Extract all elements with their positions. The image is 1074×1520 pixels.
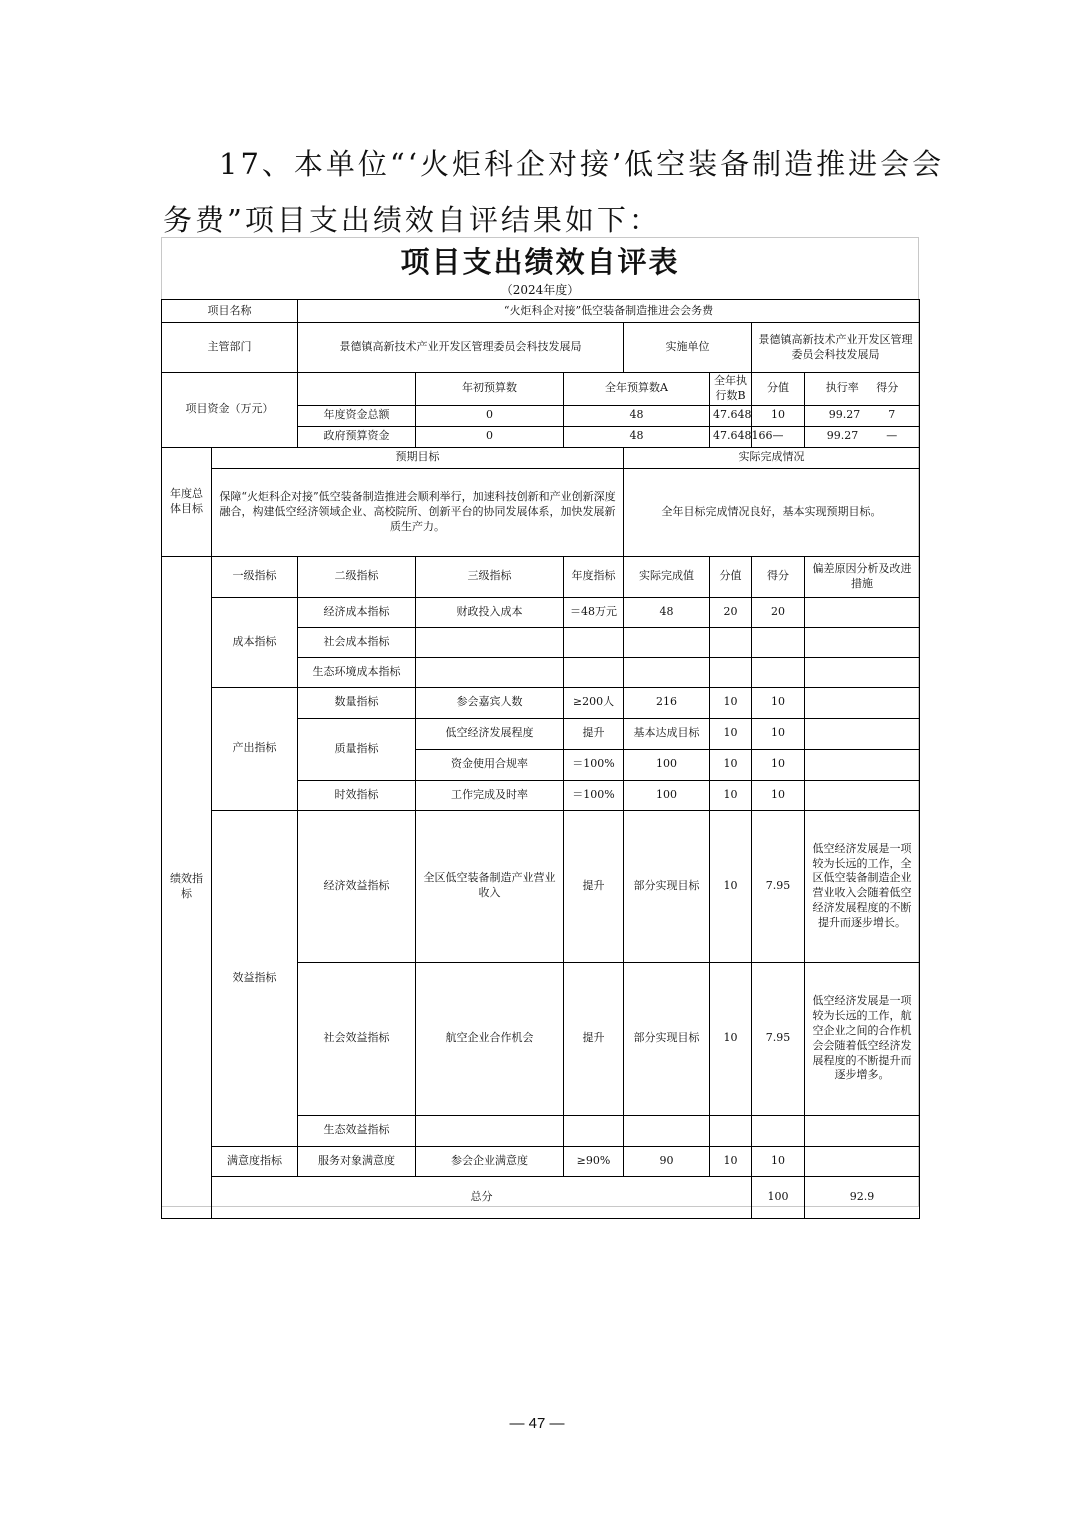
weight-cell: 10 (710, 810, 752, 962)
weight-cell (710, 1115, 752, 1146)
score-cell (752, 627, 805, 657)
analysis-cell (805, 780, 920, 810)
level2-cell: 质量指标 (298, 718, 416, 780)
funds-total-score-value: 10 (752, 405, 805, 426)
funds-header-rate-score (805, 373, 920, 406)
weight-cell: 10 (710, 687, 752, 718)
table-year: （2024年度） (500, 283, 580, 297)
actual-cell: 216 (624, 687, 710, 718)
weight-cell: 10 (710, 749, 752, 780)
funds-label: 项目资金（万元） (162, 373, 298, 448)
level3-cell: 参会嘉宾人数 (416, 687, 564, 718)
target-cell: ＝48万元 (564, 597, 624, 627)
target-cell: ≥200人 (564, 687, 624, 718)
weight-cell: 10 (710, 780, 752, 810)
table-title: 项目支出绩效自评表 (400, 245, 680, 279)
funds-total-annual: 48 (564, 405, 710, 426)
analysis-cell (805, 597, 920, 627)
header-score: 得分 (752, 556, 805, 597)
implementing-unit-label: 实施单位 (624, 323, 752, 373)
header-level3: 三级指标 (416, 556, 564, 597)
level3-cell: 低空经济发展程度 (416, 718, 564, 749)
level2-cell: 生态效益指标 (298, 1115, 416, 1146)
score-cell: 20 (752, 597, 805, 627)
level2-cell: 社会效益指标 (298, 962, 416, 1115)
actual-cell: 部分实现目标 (624, 962, 710, 1115)
actual-cell (624, 627, 710, 657)
level2-cell: 时效指标 (298, 780, 416, 810)
target-cell: 提升 (564, 718, 624, 749)
target-cell (564, 657, 624, 687)
analysis-cell (805, 1115, 920, 1146)
cost-indicator-label: 成本指标 (212, 597, 298, 687)
overall-content-row (162, 468, 920, 556)
level3-cell: 工作完成及时率 (416, 780, 564, 810)
table-row (162, 810, 920, 962)
weight-cell: 10 (710, 718, 752, 749)
level2-cell: 社会成本指标 (298, 627, 416, 657)
score-cell: 10 (752, 1146, 805, 1176)
funds-header-blank (298, 373, 416, 406)
funds-total-score: 7 (888, 408, 896, 422)
funds-gov-score: — (886, 429, 898, 443)
funds-header-initial: 年初预算数 (416, 373, 564, 406)
target-cell (564, 1115, 624, 1146)
header-weight: 分值 (710, 556, 752, 597)
project-name-label: 项目名称 (162, 300, 298, 323)
target-cell (564, 627, 624, 657)
total-score: 92.9 (805, 1176, 920, 1218)
actual-cell: 基本达成目标 (624, 718, 710, 749)
header-level2: 二级指标 (298, 556, 416, 597)
funds-gov-name: 政府预算资金 (298, 426, 416, 447)
level3-cell: 全区低空装备制造产业营业收入 (416, 810, 564, 962)
analysis-cell (805, 1146, 920, 1176)
actual-cell: 100 (624, 780, 710, 810)
score-cell: 7.95 (752, 810, 805, 962)
funds-gov-rate: 99.27 (826, 429, 859, 443)
output-indicator-label: 产出指标 (212, 687, 298, 810)
funds-total-name: 年度资金总额 (298, 405, 416, 426)
score-cell: 10 (752, 780, 805, 810)
project-name-value: “火炬科企对接”低空装备制造推进会会务费 (298, 300, 920, 323)
funds-total-rate: 99.27 (828, 408, 861, 422)
funds-total-initial: 0 (416, 405, 564, 426)
header-target: 年度指标 (564, 556, 624, 597)
level3-cell: 资金使用合规率 (416, 749, 564, 780)
score-cell: 10 (752, 749, 805, 780)
header-analysis: 偏差原因分析及改进措施 (805, 556, 920, 597)
target-cell: ＝100% (564, 780, 624, 810)
funds-header-annual: 全年预算数A (564, 373, 710, 406)
target-cell: ≥90% (564, 1146, 624, 1176)
expected-goal-text: 保障“火炬科企对接”低空装备制造推进会顺利举行，加速科技创新和产业创新深度融合，构建低空经济领域企业、高校院所、创新平台的协同发展体系，加快发展新质生产力。 (212, 468, 624, 556)
actual-cell: 部分实现目标 (624, 810, 710, 962)
level3-cell: 财政投入成本 (416, 597, 564, 627)
target-cell: 提升 (564, 962, 624, 1115)
weight-cell: 10 (710, 1146, 752, 1176)
analysis-cell (805, 627, 920, 657)
level3-cell: 航空企业合作机会 (416, 962, 564, 1115)
weight-cell (710, 657, 752, 687)
analysis-cell (805, 687, 920, 718)
page-number: — 47 — (509, 1415, 565, 1432)
header-level1: 一级指标 (212, 556, 298, 597)
analysis-cell: 低空经济发展是一项较为长远的工作，航空企业之间的合作机会会随着低空经济发展程度的不断提升而逐步增多。 (805, 962, 920, 1115)
analysis-cell (805, 749, 920, 780)
funds-header-score: 得分 (876, 381, 899, 395)
level3-cell (416, 657, 564, 687)
expected-goal-header: 预期目标 (212, 447, 624, 468)
target-cell: ＝100% (564, 749, 624, 780)
indicator-header-row (162, 556, 920, 597)
funds-header-row (162, 373, 920, 406)
funds-total-rate-score (805, 405, 920, 426)
satisfaction-indicator-label: 满意度指标 (212, 1146, 298, 1176)
weight-cell (710, 627, 752, 657)
level2-cell: 经济效益指标 (298, 810, 416, 962)
score-cell: 7.95 (752, 962, 805, 1115)
department-label: 主管部门 (162, 323, 298, 373)
actual-cell: 100 (624, 749, 710, 780)
analysis-cell (805, 657, 920, 687)
department-value: 景德镇高新技术产业开发区管理委员会科技发展局 (298, 323, 624, 373)
funds-gov-executed: 47.648166 (710, 426, 752, 447)
actual-cell (624, 1115, 710, 1146)
table-row (162, 687, 920, 718)
department-row (162, 323, 920, 373)
total-row (162, 1176, 920, 1218)
total-label: 总分 (212, 1176, 752, 1218)
actual-cell: 48 (624, 597, 710, 627)
funds-gov-score-value: — (752, 426, 805, 447)
performance-indicator-label: 绩效指标 (162, 556, 212, 1218)
level3-cell (416, 1115, 564, 1146)
actual-result-header: 实际完成情况 (624, 447, 920, 468)
table-row (162, 597, 920, 627)
overall-header-row (162, 447, 920, 468)
project-name-row (162, 300, 920, 323)
score-cell: 10 (752, 687, 805, 718)
level2-cell: 数量指标 (298, 687, 416, 718)
actual-cell (624, 657, 710, 687)
performance-evaluation-table (161, 299, 920, 1219)
level3-cell (416, 627, 564, 657)
section-heading-line-1: 17、本单位“‘火炬科企对接’低空装备制造推进会会 (219, 147, 945, 181)
analysis-cell (805, 718, 920, 749)
funds-gov-initial: 0 (416, 426, 564, 447)
table-row (162, 1146, 920, 1176)
level2-cell: 生态环境成本指标 (298, 657, 416, 687)
funds-gov-annual: 48 (564, 426, 710, 447)
target-cell: 提升 (564, 810, 624, 962)
analysis-cell: 低空经济发展是一项较为长远的工作，全区低空装备制造企业营业收入会随着低空经济发展程度的不断提升而逐步增长。 (805, 810, 920, 962)
level3-cell: 参会企业满意度 (416, 1146, 564, 1176)
score-cell (752, 1115, 805, 1146)
weight-cell: 20 (710, 597, 752, 627)
section-heading-line-2: 务费”项目支出绩效自评结果如下： (163, 203, 661, 237)
actual-result-text: 全年目标完成情况良好，基本实现预期目标。 (624, 468, 920, 556)
level2-cell: 服务对象满意度 (298, 1146, 416, 1176)
funds-header-rate: 执行率 (825, 381, 859, 395)
weight-cell: 10 (710, 962, 752, 1115)
funds-total-executed: 47.648 (710, 405, 752, 426)
level2-cell: 经济成本指标 (298, 597, 416, 627)
funds-header-score-value: 分值 (752, 373, 805, 406)
score-cell: 10 (752, 718, 805, 749)
funds-gov-rate-score (805, 426, 920, 447)
score-cell (752, 657, 805, 687)
funds-header-executed: 全年执行数B (710, 373, 752, 406)
total-weight: 100 (752, 1176, 805, 1218)
actual-cell: 90 (624, 1146, 710, 1176)
benefit-indicator-label: 效益指标 (212, 810, 298, 1146)
overall-goal-label: 年度总体目标 (162, 447, 212, 556)
implementing-unit-value: 景德镇高新技术产业开发区管理委员会科技发展局 (752, 323, 920, 373)
header-actual: 实际完成值 (624, 556, 710, 597)
